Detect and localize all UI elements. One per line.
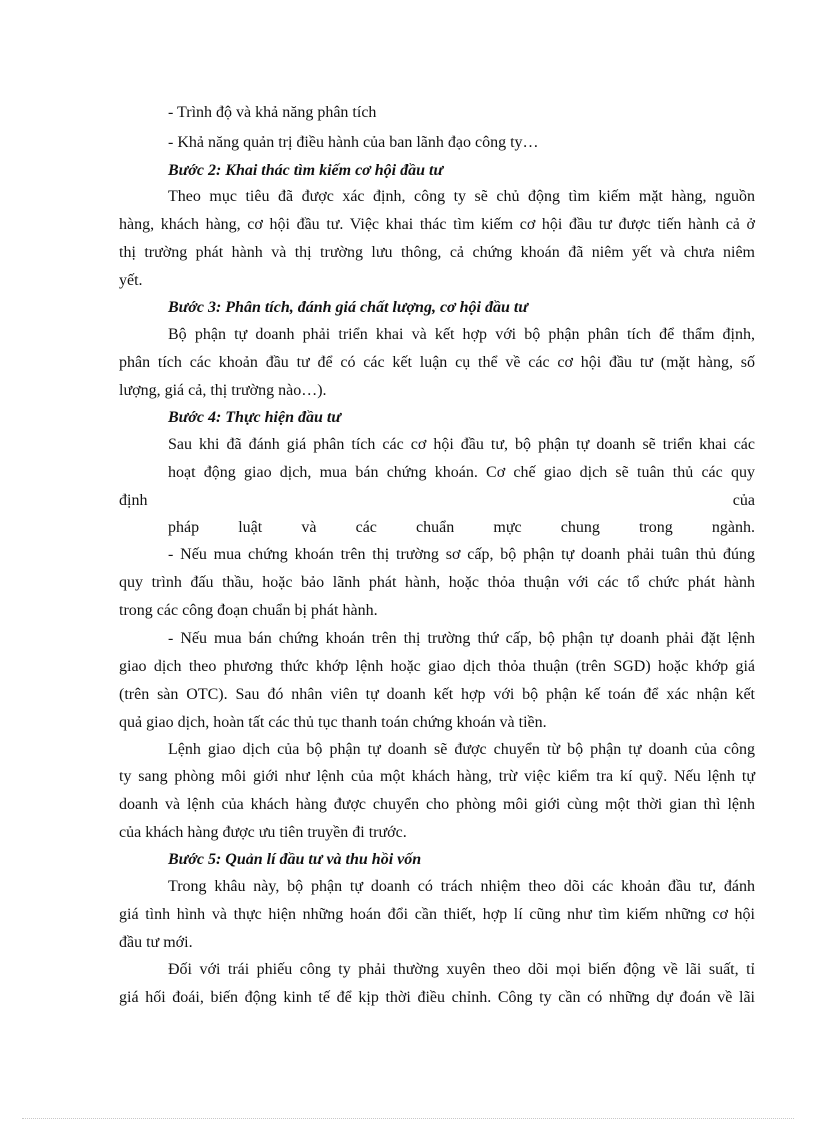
page-bottom-border bbox=[22, 1118, 794, 1119]
paragraph-line: - Nếu mua chứng khoán trên thị trường sơ cấp, bộ phận tự doanh phải tuân thủ đúng bbox=[168, 546, 755, 563]
paragraph-line: lượng, giá cả, thị trường nào…). bbox=[119, 382, 327, 399]
paragraph-line: pháp luật và các chuẩn mực chung trong ngành. bbox=[168, 519, 755, 536]
paragraph-line: thị trường phát hành và thị trường lưu thông, cả chứng khoán đã niêm yết và chưa niêm bbox=[119, 244, 755, 261]
paragraph-line: quy trình đấu thầu, hoặc bảo lãnh phát hành, hoặc thỏa thuận với các tổ chức phát hành bbox=[119, 574, 755, 591]
heading-step-5: Bước 5: Quản lí đầu tư và thu hồi vốn bbox=[168, 851, 422, 868]
bullet-analysis-skill: - Trình độ và khả năng phân tích bbox=[168, 104, 377, 121]
paragraph-line: - Nếu mua bán chứng khoán trên thị trường thứ cấp, bộ phận tự doanh phải đặt lệnh bbox=[168, 630, 755, 647]
paragraph-line: phân tích các khoản đầu tư để có các kết luận cụ thể về các cơ hội đầu tư (mặt hàng, số bbox=[119, 354, 755, 371]
bullet-management-skill: - Khả năng quản trị điều hành của ban lãnh đạo công ty… bbox=[168, 134, 539, 151]
paragraph-line: Sau khi đã đánh giá phân tích các cơ hội đầu tư, bộ phận tự doanh sẽ triển khai các bbox=[168, 436, 755, 453]
heading-step-2: Bước 2: Khai thác tìm kiếm cơ hội đầu tư bbox=[168, 162, 444, 179]
heading-step-4: Bước 4: Thực hiện đầu tư bbox=[168, 409, 341, 426]
heading-step-3: Bước 3: Phân tích, đánh giá chất lượng, cơ hội đầu tư bbox=[168, 299, 528, 316]
paragraph-line: của khách hàng được ưu tiên truyền đi trước. bbox=[119, 824, 407, 841]
paragraph-line: trong các công đoạn chuẩn bị phát hành. bbox=[119, 602, 378, 619]
paragraph-line: đầu tư mới. bbox=[119, 934, 193, 951]
paragraph-line: Bộ phận tự doanh phải triển khai và kết hợp với bộ phận phân tích để thẩm định, bbox=[168, 326, 755, 343]
paragraph-line: Trong khâu này, bộ phận tự doanh có trách nhiệm theo dõi các khoản đầu tư, đánh bbox=[168, 878, 755, 895]
paragraph-line: doanh và lệnh của khách hàng được chuyển cho phòng môi giới cùng một thời gian thì lệnh bbox=[119, 796, 755, 813]
paragraph-line: quả giao dịch, hoàn tất các thủ tục thanh toán chứng khoán và tiền. bbox=[119, 714, 547, 731]
paragraph-line: giao dịch theo phương thức khớp lệnh hoặc giao dịch thỏa thuận (trên SGD) hoặc khớp giá bbox=[119, 658, 755, 675]
paragraph-line: giá hối đoái, biến động kinh tế để kịp thời điều chỉnh. Công ty cần có những dự đoán về lãi bbox=[119, 989, 755, 1006]
paragraph-line: ty sang phòng môi giới như lệnh của một khách hàng, trừ việc kiểm tra kí quỹ. Nếu lệnh tự bbox=[119, 768, 755, 785]
paragraph-line: Theo mục tiêu đã được xác định, công ty sẽ chủ động tìm kiếm mặt hàng, nguồn bbox=[168, 188, 755, 205]
paragraph-line: (trên sàn OTC). Sau đó nhân viên tự doanh kết hợp với bộ phận kế toán để xác nhận kết bbox=[119, 686, 755, 703]
paragraph-line: hoạt động giao dịch, mua bán chứng khoán. Cơ chế giao dịch sẽ tuân thủ các quy bbox=[168, 464, 755, 481]
paragraph-line: Lệnh giao dịch của bộ phận tự doanh sẽ được chuyển từ bộ phận tự doanh của công bbox=[168, 741, 755, 758]
paragraph-line: giá tình hình và thực hiện những hoán đổi cần thiết, hợp lí cũng như tìm kiếm những cơ hội bbox=[119, 906, 755, 923]
paragraph-line: định của bbox=[119, 492, 755, 509]
paragraph-line: Đối với trái phiếu công ty phải thường xuyên theo dõi mọi biến động về lãi suất, tỉ bbox=[168, 961, 755, 978]
paragraph-line: hàng, khách hàng, cơ hội đầu tư. Việc khai thác tìm kiếm cơ hội đầu tư được tiến hành cả ở bbox=[119, 216, 755, 233]
paragraph-line: yết. bbox=[119, 272, 143, 289]
